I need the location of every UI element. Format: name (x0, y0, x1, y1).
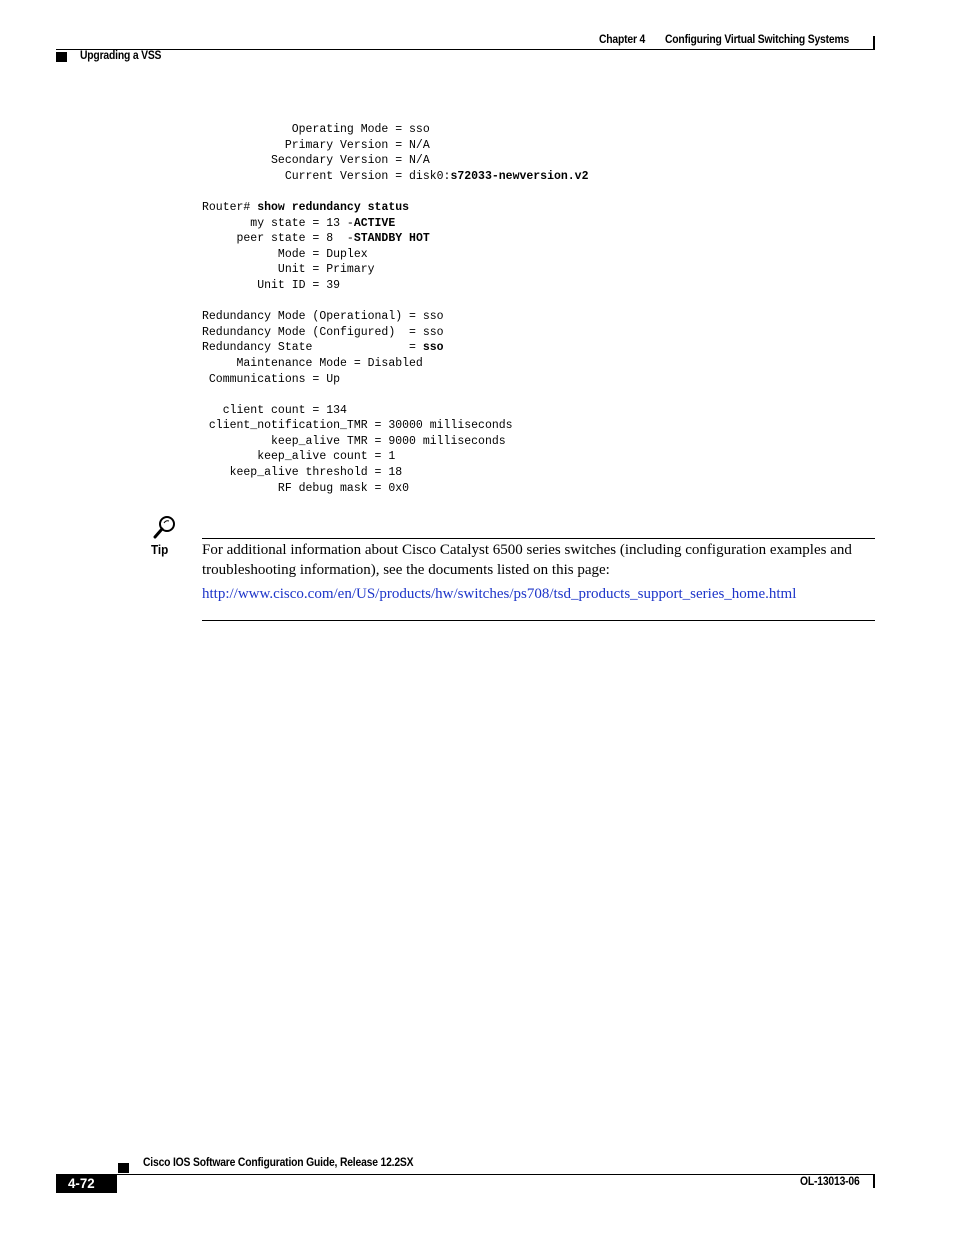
code-line: RF debug mask = 0x0 (202, 481, 410, 495)
footer-rule (56, 1174, 875, 1175)
code-line: Operating Mode = sso (202, 123, 430, 136)
code-line: Unit = Primary (202, 263, 375, 277)
code-bold: STANDBY HOT (353, 232, 430, 246)
code-line: Unit ID = 39 (202, 278, 341, 292)
tip-rule-bottom (202, 620, 875, 621)
footer-bar (873, 1175, 875, 1188)
code-line: keep_alive count = 1 (202, 450, 396, 464)
code-line: Primary Version = N/A (202, 138, 430, 152)
header-section-title: Upgrading a VSS (80, 50, 162, 62)
code-line: keep_alive TMR = 9000 milliseconds (202, 434, 506, 448)
page-number: 4-72 (68, 1175, 95, 1191)
cli-output-block (202, 122, 588, 496)
code-line: Mode = Duplex (202, 247, 368, 261)
header-chapter-title: Configuring Virtual Switching Systems (665, 34, 850, 46)
header-rule (56, 49, 875, 50)
code-line: client count = 134 (202, 403, 347, 417)
code-bold: ACTIVE (353, 216, 396, 230)
code-bold: s72033-newversion.v2 (450, 169, 589, 183)
tip-link[interactable]: http://www.cisco.com/en/US/products/hw/switches/ps708/tsd_products_support_series_home.html (202, 586, 797, 602)
code-line: my state = 13 - (202, 216, 354, 230)
header-square-marker (56, 52, 67, 62)
footer-doc-title: Cisco IOS Software Configuration Guide, Release 12.2SX (143, 1157, 414, 1169)
code-line: peer state = 8 - (202, 232, 354, 246)
code-line: Communications = Up (202, 372, 341, 386)
code-line: Current Version = disk0: (202, 169, 451, 183)
code-line: Redundancy Mode (Operational) = sso (202, 310, 444, 324)
code-prompt: Router# (202, 200, 258, 214)
code-line: client_notification_TMR = 30000 milliseconds (202, 419, 513, 433)
tip-rule-top (202, 538, 875, 539)
tip-label: Tip (151, 542, 169, 557)
code-line: Redundancy State = (202, 341, 423, 355)
code-line: Secondary Version = N/A (202, 154, 430, 168)
header-bar (873, 36, 875, 49)
header-chapter: Chapter 4 (599, 34, 646, 46)
footer-doc-number: OL-13013-06 (800, 1176, 860, 1188)
code-command: show redundancy status (257, 200, 410, 214)
footer-square-marker (118, 1163, 129, 1173)
code-bold: sso (422, 341, 444, 355)
code-line: Maintenance Mode = Disabled (202, 356, 423, 370)
tip-text: For additional information about Cisco Catalyst 6500 series switches (including configuration examples and troubleshooting information), see the documents listed on this page: (202, 542, 852, 578)
magnifier-icon (153, 514, 177, 540)
code-line: Redundancy Mode (Configured) = sso (202, 325, 444, 339)
code-line: keep_alive threshold = 18 (202, 466, 403, 480)
